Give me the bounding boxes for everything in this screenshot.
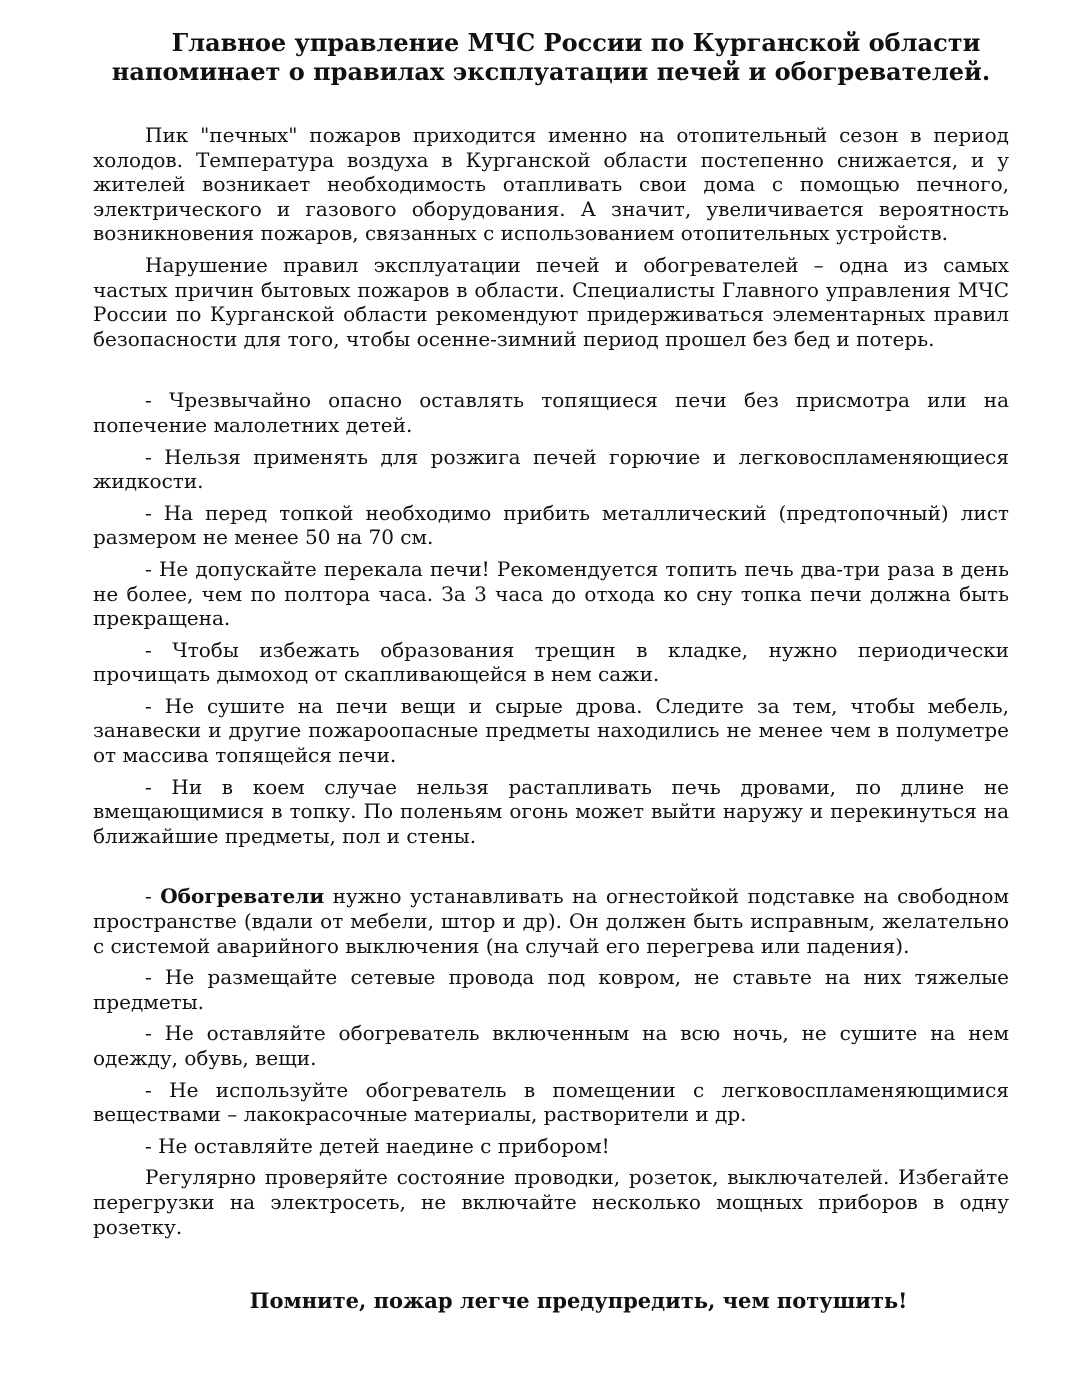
title-line-1: Главное управление МЧС России по Курганской области (171, 28, 981, 57)
stove-rule: - Чтобы избежать образования трещин в кладке, нужно периодически прочищать дымоход от скапливающейся в нем сажи. (93, 637, 1009, 687)
heater-rule-first (93, 884, 1009, 958)
stove-rule: - Ни в коем случае нельзя растапливать печь дровами, по длине не вмещающимися в топку. По поленьям огонь может выйти наружу и перекинуться на ближайшие предметы, пол и стены. (93, 774, 1009, 848)
document-page (93, 28, 1009, 1314)
stove-rule: - Чрезвычайно опасно оставлять топящиеся печи без присмотра или на попечение малолетних детей. (93, 388, 1009, 437)
heater-rule: - Не размещайте сетевые провода под ковром, не ставьте на них тяжелые предметы. (93, 965, 1009, 1014)
heater-rule-prefix: - (145, 884, 161, 909)
intro-paragraph: Нарушение правил эксплуатации печей и обогревателей – одна из самых частых причин бытовых пожаров в области. Специалисты Главного управления МЧС России по Курганской области рекомендуют придерживаться элементарных правил безопасности для того, чтобы осенне-зимний период прошел без бед и потерь. (93, 252, 1009, 351)
heater-rule: - Не используйте обогреватель в помещении с легковоспламеняющимися веществами – лакокрасочные материалы, растворители и др. (93, 1077, 1009, 1127)
closing-slogan: Помните, пожар легче предупредить, чем потушить! (249, 1288, 908, 1314)
heater-rule: - Не оставляйте обогреватель включенным на всю ночь, не сушите на нем одежду, обувь, вещи. (93, 1021, 1009, 1070)
heater-rule: - Не оставляйте детей наедине с прибором! (145, 1133, 610, 1158)
stove-rule: - На перед топкой необходимо прибить металлический (предтопочный) лист размером не менее 50 на 70 см. (93, 500, 1009, 550)
section-spacer (93, 855, 1009, 884)
heater-keyword: Обогреватели (160, 884, 325, 909)
section-spacer (93, 358, 1009, 388)
heater-rule-text: нужно устанавливать на огнестойкой подставке на свободном пространстве (вдали от мебели, штор и др). Он должен быть исправным, желательно с системой аварийного выключения (на случай его перегрева или падения). (93, 884, 1009, 958)
stove-rule: - Не допускайте перекала печи! Рекомендуется топить печь два-три раза в день не более, чем по полтора часа. За 3 часа до отхода ко сну топка печи должна быть прекращена. (93, 556, 1009, 631)
stove-rule: - Нельзя применять для розжига печей горючие и легковоспламеняющиеся жидкости. (93, 444, 1009, 494)
intro-paragraph: Пик "печных" пожаров приходится именно на отопительный сезон в период холодов. Температура воздуха в Курганской области постепенно снижается, и у жителей возникает необходимость отапливать свои дома с помощью печного, электрического и газового оборудования. А значит, увеличивается вероятность возникновения пожаров, связанных с использованием отопительных устройств. (93, 123, 1009, 246)
document-title (93, 28, 1009, 86)
stove-rule: - Не сушите на печи вещи и сырые дрова. Следите за тем, чтобы мебель, занавески и другие пожароопасные предметы находились не менее чем в полуметре от массива топящейся печи. (93, 693, 1009, 768)
title-line-2: напоминает о правилах эксплуатации печей и обогревателей. (111, 57, 991, 86)
wiring-paragraph: Регулярно проверяйте состояние проводки, розеток, выключателей. Избегайте перегрузки на электросеть, не включайте несколько мощных приборов в одну розетку. (93, 1165, 1009, 1239)
document-body (93, 123, 1009, 1239)
